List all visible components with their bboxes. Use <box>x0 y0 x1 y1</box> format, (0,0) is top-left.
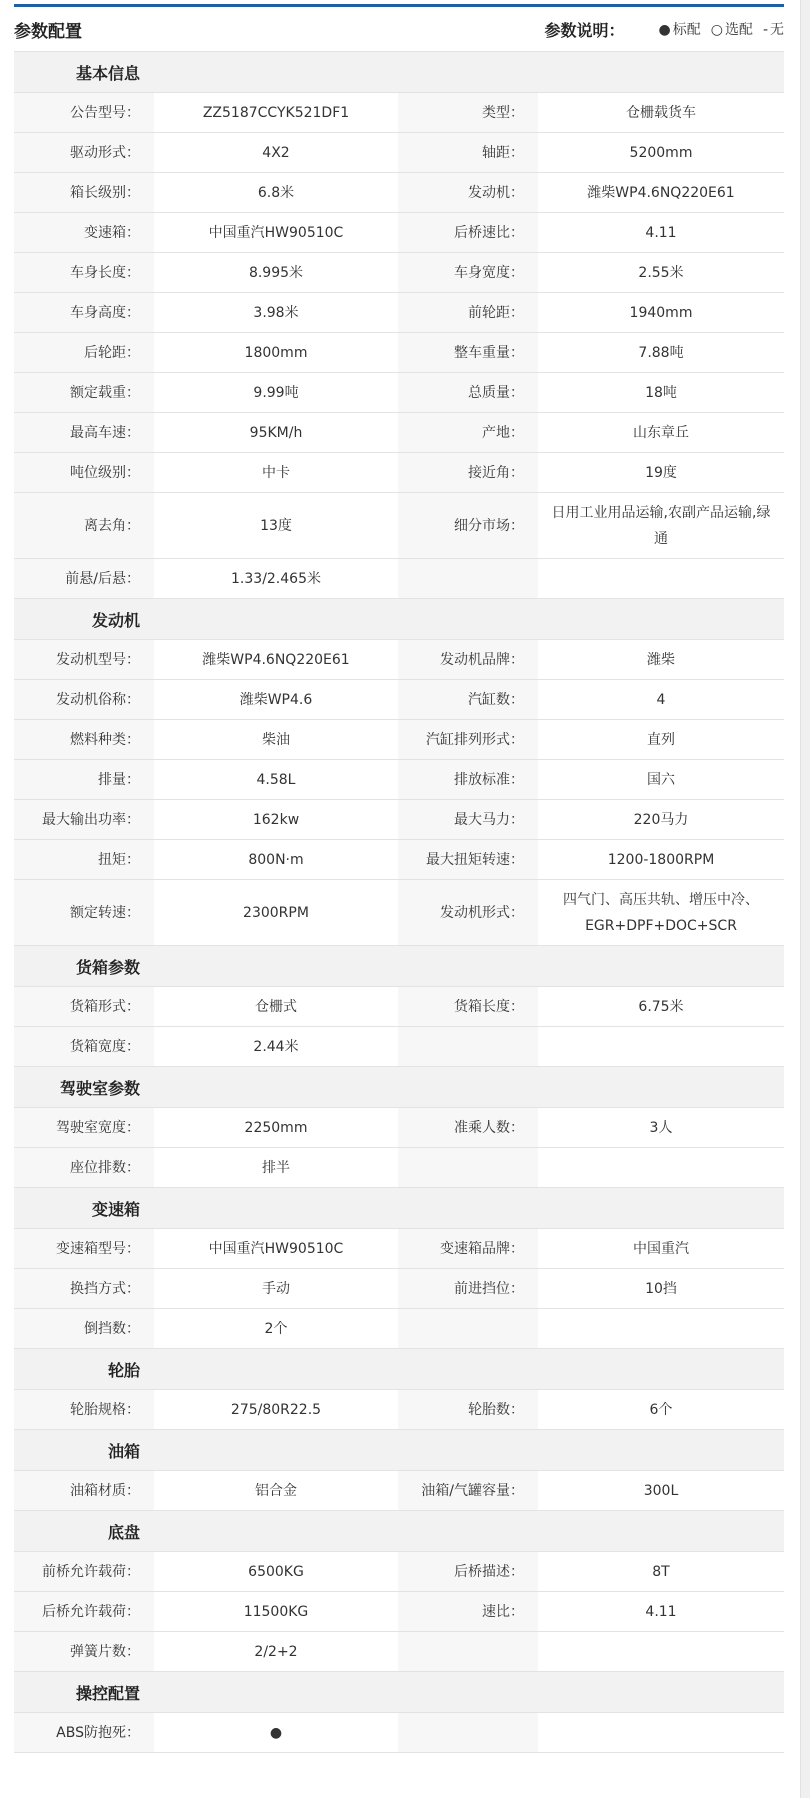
param-value: 中国重汽HW90510C <box>154 213 398 253</box>
table-row <box>14 1108 784 1148</box>
section-header-cell <box>14 1511 784 1552</box>
spec-header <box>14 7 784 52</box>
param-value: 162kw <box>154 800 398 840</box>
param-label: 驾驶室宽度： <box>14 1108 154 1148</box>
param-value: 300L <box>538 1471 784 1511</box>
table-row <box>14 1632 784 1672</box>
table-row <box>14 720 784 760</box>
param-value: 潍柴WP4.6NQ220E61 <box>538 173 784 213</box>
section-title: 变速箱 <box>91 1199 140 1219</box>
param-value: 275/80R22.5 <box>154 1390 398 1430</box>
table-row <box>14 453 784 493</box>
param-value: 6.8米 <box>154 173 398 213</box>
param-label <box>398 1632 538 1672</box>
section-header <box>14 52 784 93</box>
param-label: 货箱形式： <box>14 987 154 1027</box>
param-label: 换挡方式： <box>14 1269 154 1309</box>
param-value: 2.44米 <box>154 1027 398 1067</box>
param-value: 19度 <box>538 453 784 493</box>
param-value: 5200mm <box>538 133 784 173</box>
param-label: 车身高度： <box>14 293 154 333</box>
param-label: 货箱宽度： <box>14 1027 154 1067</box>
param-label: 弹簧片数： <box>14 1632 154 1672</box>
param-value: 9.99吨 <box>154 373 398 413</box>
table-row <box>14 1552 784 1592</box>
param-label: 整车重量： <box>398 333 538 373</box>
param-label: 发动机品牌： <box>398 640 538 680</box>
param-label: 驱动形式： <box>14 133 154 173</box>
param-value: 6500KG <box>154 1552 398 1592</box>
param-value <box>538 1148 784 1188</box>
legend-label: 无 <box>770 22 784 38</box>
param-label: 最大扭矩转速： <box>398 840 538 880</box>
filled-circle-icon: ● <box>658 22 671 38</box>
param-label: 最高车速： <box>14 413 154 453</box>
param-label: 汽缸排列形式： <box>398 720 538 760</box>
param-label: 前桥允许载荷： <box>14 1552 154 1592</box>
section-header <box>14 1188 784 1229</box>
param-value: 中卡 <box>154 453 398 493</box>
param-label: 倒挡数： <box>14 1309 154 1349</box>
param-value: 220马力 <box>538 800 784 840</box>
param-label: 额定转速： <box>14 880 154 946</box>
table-row <box>14 880 784 946</box>
param-value: 4.11 <box>538 1592 784 1632</box>
spec-panel <box>14 0 784 1753</box>
param-value: 柴油 <box>154 720 398 760</box>
param-value: 潍柴 <box>538 640 784 680</box>
table-row <box>14 293 784 333</box>
param-value: 排半 <box>154 1148 398 1188</box>
param-value <box>538 1632 784 1672</box>
param-value: 直列 <box>538 720 784 760</box>
param-label: ABS防抱死： <box>14 1713 154 1753</box>
param-label <box>398 1713 538 1753</box>
param-label: 排放标准： <box>398 760 538 800</box>
table-row <box>14 333 784 373</box>
param-value: 潍柴WP4.6 <box>154 680 398 720</box>
param-value: ZZ5187CCYK521DF1 <box>154 93 398 133</box>
param-value: 800N·m <box>154 840 398 880</box>
section-title: 轮胎 <box>107 1360 140 1380</box>
section-title: 基本信息 <box>75 63 140 83</box>
param-value: 4.11 <box>538 213 784 253</box>
table-row <box>14 559 784 599</box>
param-value: 仓栅式 <box>154 987 398 1027</box>
section-header <box>14 1067 784 1108</box>
param-value: 中国重汽HW90510C <box>154 1229 398 1269</box>
table-row <box>14 987 784 1027</box>
legend-none <box>763 19 784 39</box>
param-label: 后轮距： <box>14 333 154 373</box>
param-label: 最大马力： <box>398 800 538 840</box>
legend-optional <box>711 19 753 39</box>
param-label: 后桥速比： <box>398 213 538 253</box>
param-label: 变速箱： <box>14 213 154 253</box>
param-label: 后桥允许载荷： <box>14 1592 154 1632</box>
param-label: 类型： <box>398 93 538 133</box>
page-title: 参数配置 <box>14 21 82 42</box>
scrollbar[interactable] <box>800 0 810 1798</box>
param-label: 货箱长度： <box>398 987 538 1027</box>
table-row <box>14 1471 784 1511</box>
table-row <box>14 800 784 840</box>
param-label: 发动机型号： <box>14 640 154 680</box>
table-row <box>14 373 784 413</box>
param-label <box>398 1148 538 1188</box>
legend-label: 标配 <box>672 22 701 38</box>
param-label: 总质量： <box>398 373 538 413</box>
top-accent-bar <box>14 0 784 7</box>
param-value: 3人 <box>538 1108 784 1148</box>
param-label: 发动机形式： <box>398 880 538 946</box>
table-row <box>14 1027 784 1067</box>
param-value <box>538 1713 784 1753</box>
spec-table <box>14 52 784 1753</box>
param-value: 8.995米 <box>154 253 398 293</box>
table-row <box>14 840 784 880</box>
section-header <box>14 1349 784 1390</box>
param-value: 2300RPM <box>154 880 398 946</box>
param-label: 最大输出功率： <box>14 800 154 840</box>
hollow-circle-icon: ○ <box>710 22 723 38</box>
section-title: 驾驶室参数 <box>59 1078 140 1098</box>
param-label: 公告型号： <box>14 93 154 133</box>
section-header-cell <box>14 599 784 640</box>
table-row <box>14 680 784 720</box>
param-value: 2/2+2 <box>154 1632 398 1672</box>
param-label: 油箱材质： <box>14 1471 154 1511</box>
param-value: 1200-1800RPM <box>538 840 784 880</box>
param-label: 座位排数： <box>14 1148 154 1188</box>
table-row <box>14 1229 784 1269</box>
param-value: 1.33/2.465米 <box>154 559 398 599</box>
table-row <box>14 1148 784 1188</box>
section-header <box>14 1672 784 1713</box>
param-label: 油箱/气罐容量： <box>398 1471 538 1511</box>
table-row <box>14 213 784 253</box>
param-label: 扭矩： <box>14 840 154 880</box>
param-value: 11500KG <box>154 1592 398 1632</box>
param-value: 1940mm <box>538 293 784 333</box>
table-row <box>14 173 784 213</box>
param-value: 4X2 <box>154 133 398 173</box>
section-title: 操控配置 <box>75 1683 140 1703</box>
param-value: 2个 <box>154 1309 398 1349</box>
param-value: 4 <box>538 680 784 720</box>
param-label: 发动机： <box>398 173 538 213</box>
param-label: 后桥描述： <box>398 1552 538 1592</box>
param-value: 山东章丘 <box>538 413 784 453</box>
table-row <box>14 640 784 680</box>
table-row <box>14 1269 784 1309</box>
section-header <box>14 1430 784 1471</box>
param-value: 4.58L <box>154 760 398 800</box>
table-row <box>14 1309 784 1349</box>
param-label: 细分市场： <box>398 493 538 559</box>
param-value: 仓栅载货车 <box>538 93 784 133</box>
section-title: 发动机 <box>91 610 140 630</box>
param-value <box>538 559 784 599</box>
param-value: 2.55米 <box>538 253 784 293</box>
section-header-cell <box>14 1188 784 1229</box>
section-header-cell <box>14 1430 784 1471</box>
param-value: 中国重汽 <box>538 1229 784 1269</box>
param-value: 95KM/h <box>154 413 398 453</box>
table-row <box>14 493 784 559</box>
param-value: 手动 <box>154 1269 398 1309</box>
table-row <box>14 413 784 453</box>
param-label: 准乘人数： <box>398 1108 538 1148</box>
param-label <box>398 1309 538 1349</box>
param-value: 18吨 <box>538 373 784 413</box>
section-header-cell <box>14 52 784 93</box>
param-value: 3.98米 <box>154 293 398 333</box>
param-label: 汽缸数： <box>398 680 538 720</box>
param-label: 接近角： <box>398 453 538 493</box>
param-label: 车身宽度： <box>398 253 538 293</box>
param-label: 前悬/后悬： <box>14 559 154 599</box>
param-value: ● <box>154 1713 398 1753</box>
legend-label: 选配 <box>724 22 753 38</box>
param-label: 轮胎规格： <box>14 1390 154 1430</box>
param-label: 发动机俗称： <box>14 680 154 720</box>
param-label: 速比： <box>398 1592 538 1632</box>
param-label: 前进挡位： <box>398 1269 538 1309</box>
param-label: 变速箱型号： <box>14 1229 154 1269</box>
param-value <box>538 1309 784 1349</box>
param-label: 燃料种类： <box>14 720 154 760</box>
param-label: 轮胎数： <box>398 1390 538 1430</box>
param-label: 车身长度： <box>14 253 154 293</box>
section-header <box>14 599 784 640</box>
param-label: 轴距： <box>398 133 538 173</box>
section-title: 底盘 <box>107 1522 140 1542</box>
section-header-cell <box>14 1067 784 1108</box>
param-value: 13度 <box>154 493 398 559</box>
section-header <box>14 1511 784 1552</box>
section-title: 油箱 <box>107 1441 140 1461</box>
param-value: 10挡 <box>538 1269 784 1309</box>
param-label: 排量： <box>14 760 154 800</box>
table-row <box>14 253 784 293</box>
table-row <box>14 133 784 173</box>
legend-title: 参数说明： <box>544 20 625 40</box>
param-value: 潍柴WP4.6NQ220E61 <box>154 640 398 680</box>
table-row <box>14 1592 784 1632</box>
table-row <box>14 1713 784 1753</box>
param-value: 铝合金 <box>154 1471 398 1511</box>
param-value <box>538 1027 784 1067</box>
table-row <box>14 760 784 800</box>
table-row <box>14 93 784 133</box>
param-value: 7.88吨 <box>538 333 784 373</box>
param-label: 变速箱品牌： <box>398 1229 538 1269</box>
table-row <box>14 1390 784 1430</box>
param-value: 1800mm <box>154 333 398 373</box>
param-label: 产地： <box>398 413 538 453</box>
legend-standard <box>659 19 701 39</box>
param-value: 日用工业用品运输,农副产品运输,绿通 <box>538 493 784 559</box>
param-label: 箱长级别： <box>14 173 154 213</box>
param-value: 2250mm <box>154 1108 398 1148</box>
param-value: 国六 <box>538 760 784 800</box>
param-label: 离去角： <box>14 493 154 559</box>
section-header <box>14 946 784 987</box>
section-title: 货箱参数 <box>75 957 140 977</box>
param-label: 前轮距： <box>398 293 538 333</box>
param-label: 额定载重： <box>14 373 154 413</box>
param-value: 6.75米 <box>538 987 784 1027</box>
section-header-cell <box>14 1349 784 1390</box>
legend <box>544 18 784 41</box>
param-label <box>398 559 538 599</box>
section-header-cell <box>14 1672 784 1713</box>
section-header-cell <box>14 946 784 987</box>
param-value: 四气门、高压共轨、增压中冷、EGR+DPF+DOC+SCR <box>538 880 784 946</box>
dash-icon: - <box>762 22 768 38</box>
param-label: 吨位级别： <box>14 453 154 493</box>
param-value: 6个 <box>538 1390 784 1430</box>
param-label <box>398 1027 538 1067</box>
param-value: 8T <box>538 1552 784 1592</box>
